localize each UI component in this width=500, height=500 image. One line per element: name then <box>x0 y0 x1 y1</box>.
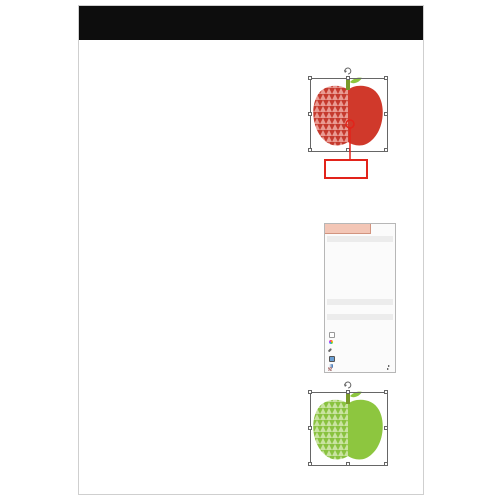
texture-icon <box>328 367 332 371</box>
resize-handle[interactable] <box>308 426 312 430</box>
green-apple-recolored[interactable] <box>302 378 394 470</box>
menu-item-more-colors[interactable] <box>327 338 393 346</box>
menu-item-texture-visible[interactable] <box>326 365 392 373</box>
standard-colors-header <box>327 299 393 305</box>
resize-handle[interactable] <box>308 112 312 116</box>
resize-handle[interactable] <box>384 112 388 116</box>
resize-handle[interactable] <box>346 390 350 394</box>
menu-item-no-fill[interactable] <box>327 330 393 338</box>
eyedropper-icon <box>328 348 332 352</box>
select-callout-label <box>324 159 368 179</box>
resize-handle[interactable] <box>384 390 388 394</box>
callout-connector <box>340 118 360 162</box>
resize-handle[interactable] <box>384 148 388 152</box>
resize-handle[interactable] <box>384 76 388 80</box>
title-bar <box>79 6 423 40</box>
resize-handle[interactable] <box>308 462 312 466</box>
resize-handle[interactable] <box>308 390 312 394</box>
resize-handle[interactable] <box>308 76 312 80</box>
resize-handle[interactable] <box>308 148 312 152</box>
submenu-arrow-icon: ▸ <box>387 363 390 368</box>
rotate-handle-icon[interactable] <box>343 380 353 390</box>
resize-handle[interactable] <box>384 426 388 430</box>
shape-fill-dropdown[interactable] <box>324 223 396 373</box>
shape-fill-button[interactable] <box>325 224 371 234</box>
resize-handle[interactable] <box>346 76 350 80</box>
color-wheel-icon <box>329 340 333 344</box>
theme-colors-header <box>327 236 393 242</box>
submenu-arrow-icon: ▸ <box>386 366 389 371</box>
recent-colors-header <box>327 314 393 320</box>
rotate-handle-icon[interactable] <box>343 66 353 76</box>
resize-handle[interactable] <box>384 462 388 466</box>
menu-item-picture[interactable] <box>327 354 393 362</box>
selection-frame <box>310 392 388 466</box>
resize-handle[interactable] <box>346 462 350 466</box>
menu-item-eyedropper[interactable] <box>327 346 393 354</box>
